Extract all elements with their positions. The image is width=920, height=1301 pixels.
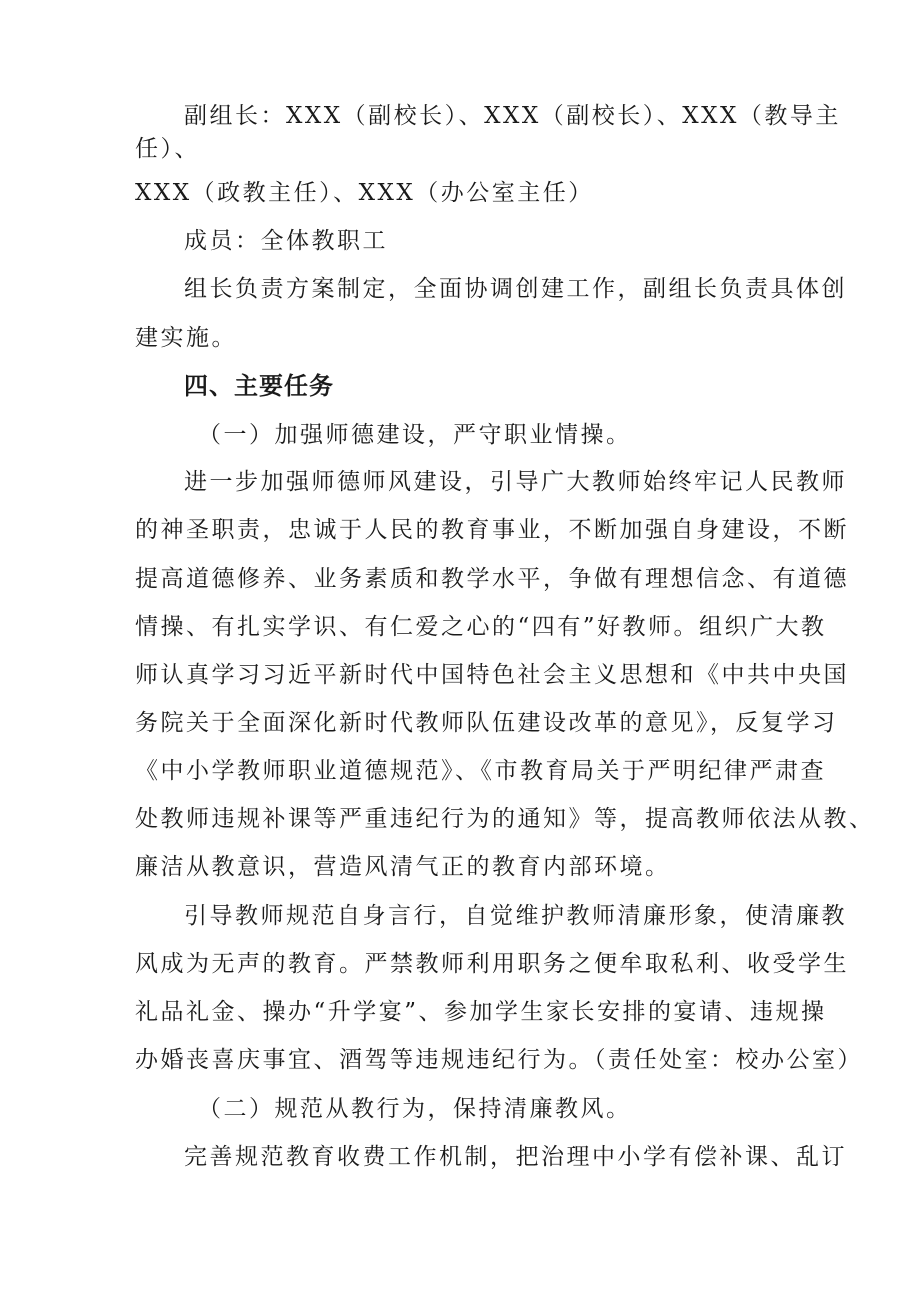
text-line: 进一步加强师德师风建设，引导广大教师始终牢记人民教师	[184, 469, 847, 495]
text-line: 廉洁从教意识，营造风清气正的教育内部环境。	[135, 854, 671, 880]
text-line: 的神圣职责，忠诚于人民的教育事业，不断加强自身建设，不断	[135, 517, 849, 543]
text-line: 务院关于全面深化新时代教师队伍建设改革的意见》，反复学习	[135, 710, 838, 736]
text-line: 情操、有扎实学识、有仁爱之心的“四有”好教师。组织广大教	[135, 614, 827, 640]
text-line: XXX（政教主任）、XXX（办公室主任）	[135, 180, 594, 206]
text-line: 提高道德修养、业务素质和教学水平，争做有理想信念、有道德	[135, 566, 849, 592]
text-line: 组长负责方案制定，全面协调创建工作，副组长负责具体创	[184, 276, 847, 302]
text-line: 引导教师规范自身言行，自觉维护教师清廉形象，使清廉教	[184, 903, 847, 929]
text-line: 处教师违规补课等严重违纪行为的通知》等，提高教师依法从教、	[135, 806, 875, 832]
text-line: 办婚丧喜庆事宜、酒驾等违规违纪行为。（责任处室：校办公室）	[135, 1047, 863, 1073]
text-line: 副组长：XXX（副校长）、XXX（副校长）、XXX（教导主	[184, 103, 841, 129]
text-line: 礼品礼金、操办“升学宴”、参加学生家长安排的宴请、违规操	[135, 999, 827, 1025]
text-line: 师认真学习习近平新时代中国特色社会主义思想和《中共中央国	[135, 662, 849, 688]
section-heading: 四、主要任务	[184, 372, 334, 400]
subsection-heading: （一）加强师德建设，严守职业情操。	[198, 422, 632, 448]
subsection-heading: （二）规范从教行为，保持清廉教风。	[198, 1096, 632, 1122]
text-line: 完善规范教育收费工作机制，把治理中小学有偿补课、乱订	[184, 1144, 847, 1170]
text-line: 建实施。	[135, 325, 237, 351]
text-line: 风成为无声的教育。严禁教师利用职务之便牟取私利、收受学生	[135, 951, 849, 977]
text-line: 任）、	[135, 136, 200, 162]
text-line: 成员：全体教职工	[184, 228, 388, 254]
text-line: 《中小学教师职业道德规范》、《市教育局关于严明纪律严肃查	[135, 758, 826, 784]
